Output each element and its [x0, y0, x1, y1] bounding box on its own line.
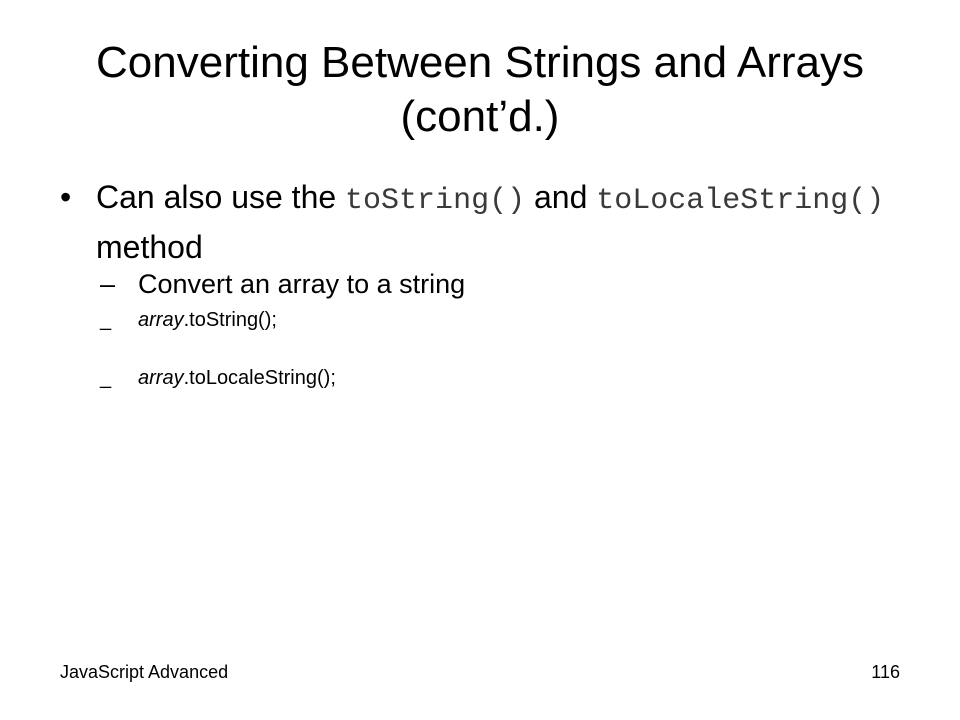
code-line-marker: _ — [100, 309, 112, 331]
code-line-text — [138, 364, 336, 392]
code-object: array — [138, 367, 184, 389]
page-number: 116 — [871, 662, 900, 682]
slide-title-line-1: Converting Between Strings and Arrays — [96, 38, 864, 87]
code-line-marker: _ — [100, 367, 112, 389]
sub-bullet-text: Convert an array to a string — [138, 269, 466, 299]
bullet-text-part-1: Can also use the — [96, 179, 346, 215]
code-method: .toString(); — [183, 309, 277, 331]
slide-title — [40, 36, 920, 144]
sub-bullet-marker: – — [100, 269, 116, 299]
slide-title-line-2: (cont’d.) — [400, 92, 560, 141]
code-method: .toLocaleString(); — [183, 367, 336, 389]
bullet-text-part-2: and — [525, 179, 597, 215]
bullet-marker: • — [60, 179, 72, 215]
code-tolocalestring: toLocaleString() — [596, 184, 885, 218]
footer-course-title: JavaScript Advanced — [60, 662, 229, 682]
bullet-item — [60, 174, 920, 270]
bullet-text — [96, 174, 920, 270]
code-object: array — [138, 309, 184, 331]
sub-bullet-item — [100, 264, 465, 304]
code-tostring: toString() — [345, 184, 526, 218]
code-line-text — [138, 306, 277, 334]
bullet-text-part-3: method — [96, 229, 203, 265]
